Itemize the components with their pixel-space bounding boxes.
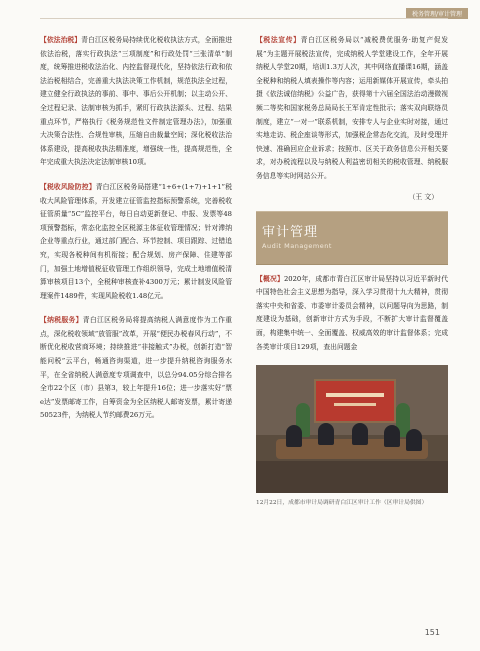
paragraph-risk-control: [40, 181, 232, 303]
paragraph-tag: 【概况】: [256, 274, 284, 283]
photo-person: [384, 425, 400, 447]
photo-person: [352, 423, 368, 445]
paragraph-text: 青白江区税务局以“减税费优服务·助复产促发展”为主题开展税法宣传，完成纳税人学堂建设工作，全年开展纳税人学堂20期，培训1.3万人次，其中网络直播课16期，涵盖全税种和纳税人填表操作等内容；运用新媒体开展宣传，牵头拍摄《依法诚信纳税》公益广告，获得第十六届全国法治动漫微视频二等奖和国家税务总局局长王军肯定性批示；落实双向联络员制度，建立“一对一”联系机制，安排专人与企业实时对接，通过实地走访、税企座谈等形式，加强税企常态化交流，及时受理并快速、准确回应企业诉求；按照市、区关于政务信息公开相关要求，对办税流程以及与纳税人利益密切相关的税收管理、纳税服务信息等实时网站公开。: [256, 36, 448, 180]
audit-section-banner: [256, 211, 448, 265]
right-column: [256, 34, 448, 508]
header-rule: [40, 18, 448, 19]
paragraph-text: 2020年，成都市青白江区审计局坚持以习近平新时代中国特色社会主义思想为指导，深入学习贯彻十九大精神，贯彻落实中央和省委、市委审计委员会精神，以问题导向为思路，制度建设为基础，创新审计方式为手段，不断扩大审计监督覆盖面，构建集中统一、全面覆盖、权威高效的审计监督体系；完成各类审计项目129项，查出问题金: [256, 274, 448, 351]
photo-caption: 12月22日，成都市审计局调研青白江区审计工作（区审计局供图）: [256, 500, 428, 507]
photo-screen: [314, 379, 396, 423]
paragraph-tag: 【税收风险防控】: [40, 182, 96, 191]
section-title: 审计管理: [262, 224, 319, 240]
photo-person: [318, 423, 334, 445]
paragraph-law-enforcement: [40, 34, 232, 170]
paragraph-text: 青白江区税务局持续优化税收执法方式，全面推进依法治税，落实行政执法“三项制度”和行政处罚“三张清单”制度，统筹推进税收法治化、内控监督现代化，坚持依法行政和依法治税相结合，完善重大执法决策工作机制，规范执法全过程，建立健全行政执法的事前、事中、事后公开机制；以主动公开、全过程记录、法制审核为抓手，紧盯行政执法源头、过程、结果重点环节，严格执行《税务规范性文件制定管理办法》，加强重大决策合法性、合规性审核，压缩自由裁量空间；深化税收法治体系建设，提高税收执法精准度，增强统一性，提高规范性，全年完成重大执法决定法制审核10项。: [40, 36, 232, 167]
author-signature: （王 文）: [408, 192, 438, 201]
section-subtitle: Audit Management: [262, 241, 332, 250]
paragraph-taxpayer-service: [40, 314, 232, 423]
photo-person: [286, 425, 302, 447]
paragraph-tax-publicity: [256, 34, 448, 184]
paragraph-text: 青白江区税务局将提高纳税人满意度作为工作重点，深化税收领域“放管服”改革，开展“便民办税春风行动”，不断优化税收营商环境；持续推进“非接触式”办税，创新打造“智能问税”云平台，畅通咨询渠道，进一步提升纳税咨询服务水平，在全省纳税人满意度专项调查中，以总分94.05分综合排名全市22个区（市）县第3，较上年提升16位；进一步落实好“票e达”发票邮寄工作，自筹资金为全区纳税人邮寄发票，累计寄递50523件，为纳税人节约邮费26万元。: [40, 316, 233, 420]
left-column: [40, 34, 232, 434]
photo-person: [406, 429, 422, 451]
paragraph-audit-overview: [256, 273, 448, 355]
paragraph-tag: 【纳税服务】: [40, 316, 83, 325]
page-number: 151: [424, 628, 440, 637]
paragraph-text: 青白江区税务局搭建“1+6+(1+7)+1+1”税收大风险管理体系，开发建立征管监控指标预警系统，完善税收征管质量“5C”监控平台，每日自动更新登记、申报、发票等48项预警指标，常态化监控全区税源主体征收管理情况；针对滞纳企业等重点行业，通过部门配合、环节控制、项目跟踪、过错追究，实现各税种间有机衔接；配合规划、房产保障、住建等部门，加强土地增值税征收管理工作组织领导，完成土地增值税清算审核项目13个，全税种审核查补4300万元；累计制发风险管理案件1489件，实现风险税收1.48亿元。: [40, 182, 232, 300]
section-header-tag: 税务管理/审计管理: [406, 8, 468, 19]
photo-floor: [256, 461, 448, 493]
paragraph-tag: 【税法宣传】: [256, 36, 301, 44]
paragraph-tag: 【依法治税】: [40, 36, 82, 44]
meeting-photo: [256, 365, 448, 493]
